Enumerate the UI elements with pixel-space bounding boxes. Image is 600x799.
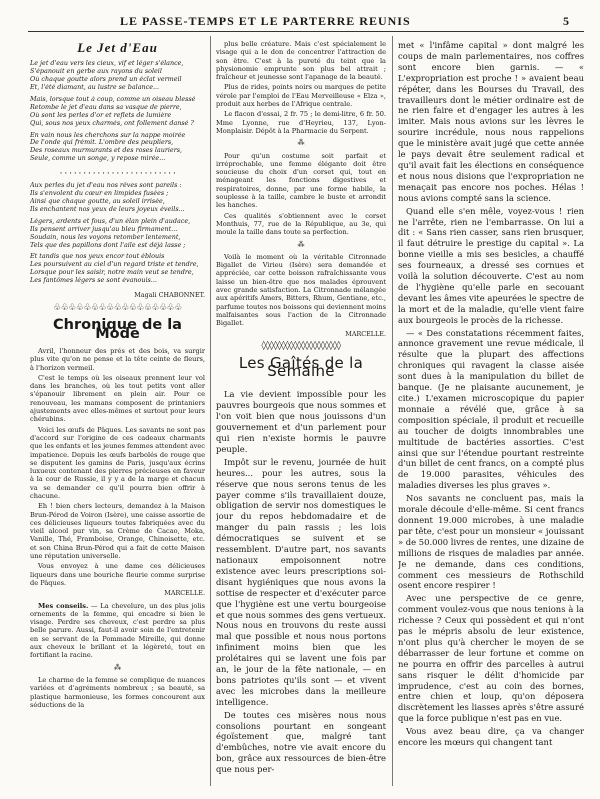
- poem-line: Seule, comme un songe, y repose mirée...: [30, 155, 166, 163]
- poem-line: Les poursuivent au ciel d'un regard triste et tendre,: [30, 261, 199, 269]
- paragraph: met « l'infâme capital » dont malgré les coups de main parlementaires, nos coffres sont encore bien garnis. — « L'expropriation est proche ! » avaient beau répéter, dans les Bourses du Travail, des travailleurs dont le métier ordinaire est de ne rien faire et d'engager les autres à les imiter. Mais nous avions sur les lèvres le sourire incrédule, nous nous rappelions que le ministère avait jugé que cette année le pays devait être seulement radical et qu'il avait fait les élections en conséquence et nous nous disions que l'expropriation ne menaçait pas encore nos poches. Hélas ! nous avions compté sans la science.: [398, 40, 584, 203]
- signature: MARCELLE.: [345, 329, 386, 338]
- conseils-paragraph: Mes conseils. — La chevelure, un des plus jolis ornements de la femme, qui encadre si bien le visage. Perdre ses cheveux, c'est perdre sa plus belle parure. Aussi, faut-il avoir soin de l'entretenir en se servant de la Pommade Mireille, qui donne aux cheveux le brillant et la légèreté, tout en fortifiant la racine.: [30, 601, 205, 660]
- paragraph: Impôt sur le revenu, journée de huit heures... pour les autres, sous la réserve que nous serons tenus de les payer comme s'ils travaillaient douze, obligation de servir nos domestiques le jour du repos hebdomadaire et de manger du pain rassis ; les lois démocratiques se suivent et se ressemblent. D'autre part, nos savants nationaux empoisonnent notre existence avec leurs prescriptions soi-disant hygiéniques que nous avons la sottise de respecter et d'exécuter parce que l'hygiène est une vertu bourgeoise et que nous sommes des gens vertueux. Nous nous en trouvons du reste aussi mal que possible et nous nous portons infiniment moins bien que les prolétaires qui se lavent une fois par an, le jour de la fête nationale, — en bons patriotes qu'ils sont — et vivent avec les microbes dans la meilleure intelligence.: [216, 456, 386, 707]
- paragraph: plus belle créature. Mais c'est spécialement le visage qui a le don de concentrer l'attraction de son être. C'est à la pureté du teint que la physionomie emprunte son plus bel attrait ; fraîcheur et jeunesse sont l'apanage de la beauté.: [216, 40, 386, 82]
- separator-stars: ⁂: [297, 139, 305, 148]
- poem-line: Ils pensent arriver jusqu'au bleu firmament...: [30, 225, 178, 233]
- paragraph: Plus de rides, points noirs ou marques de petite vérole par l'emploi de l'Eau Merveilleuse « Elza », produit aux herbes de l'Afrique centrale.: [216, 83, 386, 109]
- poem-line: Et tandis que nos yeux encor tout éblouis: [30, 253, 165, 261]
- paragraph: Avec une perspective de ce genre, comment voulez-vous que nous tenions à la richesse ? Ceux qui possèdent et qui n'ont pas le mépris absolu de leur existence, n'ont plus qu'à chercher le moyen de se débarrasser de leur fortune et comme on ne pourra en offrir des parcelles à autrui sans risquer le délit d'homicide par imprudence, c'est au coin des bornes, entre chien et loup, qu'on déposera discrètement les liasses après s'être assuré que la force publique n'est pas en vue.: [398, 593, 584, 724]
- poem-line: Légers, ardents et fous, d'un élan plein d'audace,: [30, 217, 191, 225]
- paragraph: De toutes ces misères nous nous consolions pourtant en songeant égoïstement que, malgré tant d'embûches, notre vie avait encore du bon, grâce aux ressources de bien-être que nous per-: [216, 709, 386, 775]
- column-divider: [392, 36, 393, 786]
- poem-line: Le jet d'eau vers les cieux, vif et léger s'élance,: [30, 60, 184, 68]
- separator-stars: ⁂: [297, 240, 305, 249]
- page-number: 5: [563, 14, 569, 28]
- paragraph: Vous avez beau dire, ça va changer encore les mœurs qui changent tant: [398, 726, 584, 748]
- column-divider: [210, 36, 211, 786]
- poem-line: Ils enchantent nos yeux de leurs joyeux éveils...: [30, 205, 185, 213]
- paragraph: Vous envoyez à une dame ces délicieuses liqueurs dans une bouriche fleurie comme surprise de Pâques.: [30, 562, 205, 587]
- poem-line: Retombe le jet d'eau dans sa vasque de pierre,: [30, 103, 182, 111]
- ornament-divider: ♧♧♧♧♧♧♧♧♧♧♧♧♧♧♧♧♧: [53, 303, 182, 314]
- poem-stanza: [30, 60, 205, 163]
- charme-paragraph: Le charme de la femme se complique de nuances variées et d'agréments nombreux ; sa beauté, sa plastique harmonieuse, les formes concourent aux séductions de la: [30, 675, 205, 709]
- paragraph: — « Des constatations récemment faites, annonce gravement une revue médicale, il résulte que la plupart des affections chroniques qui ravagent la classe aisée sont dues à la manipulation du billet de banque. (Je ne plaisante aucunement, je cite.) L'examen microscopique du papier monnaie a révélé que, grâce à sa composition spéciale, il produit et recueille au toucher de doigts innombrables une multitude de bactéries assorties. C'est ainsi que sur l'étendue pourtant restreinte d'un billet de cent francs, on a compté plus de 19.000 parasites, véhicules des maladies diverses les plus graves ».: [398, 327, 584, 491]
- ornament-divider: ◊◊◊◊◊◊◊◊◊◊◊◊◊◊◊◊◊◊◊◊: [261, 340, 341, 351]
- chronique-body: [30, 347, 205, 587]
- column-3: [398, 40, 584, 790]
- paragraph: C'est le temps où les oiseaux prennent leur vol dans les branches, où les tout petits vont aller s'épanouir librement en plein air. Pour ce renouveau, les mamans composent de printaniers ajustements avec elles-mêmes et surtout pour leurs chérubins.: [30, 373, 205, 424]
- poem-stanza: [30, 182, 205, 285]
- ornament-divider: · · · · · · · · · · · · · · · · · · · · · · · · ·: [59, 169, 176, 180]
- poem-line: En vain nous les cherchons sur la nappe moirée: [30, 131, 186, 139]
- paragraph: Voilà le moment où la véritable Citronnade Bigallet de Virieu (Isère) sera demandée et appréciée, car cette boisson rafraîchissante vous laisse un bien-être que nos malades éprouvent avec grande satisfaction. La Citronnade mélangée aux apéritifs Amers, Bitters, Rhum, Gentiane, etc., parfume toutes nos boissons qui deviennent moins malfaisantes sous l'action de la Citronnade Bigallet.: [216, 252, 386, 328]
- poem-line: Où sont les perles d'or et reflets de lumière: [30, 111, 172, 119]
- poem-line: Des roseaux murmurants et des roses lauriers,: [30, 147, 183, 155]
- journal-title: LE PASSE-TEMPS ET LE PARTERRE REUNIS: [120, 14, 411, 28]
- paragraph: Pour qu'un costume soit parfait et irréprochable, une femme élégante doit être soucieuse du choix d'un corset qui, tout en ménageant les fonctions digestives et respiratoires, donne, par une forme habile, la souplesse à la taille, cambre le buste et arrondit les hanches.: [216, 151, 386, 210]
- poem-line: Ils s'envolent du cœur en limpides fusées ;: [30, 190, 169, 198]
- poem-line: Qui, sous nos yeux charmés, ont follement dansé ?: [30, 119, 194, 127]
- paragraph: Avril, l'honneur des prés et des bois, va surgir plus vite qu'on ne pense et la tête ceinte de fleurs, à l'horizon vermeil.: [30, 346, 205, 372]
- poem-line: Les fantômes légers se sont évanouis...: [30, 277, 157, 285]
- poem-signature: Magali CHABONNET.: [134, 291, 205, 300]
- poem-line: De l'onde qui frémit. L'ombre des peupliers,: [30, 139, 174, 147]
- gaites-title: Les Gaîtés de la Semaine: [238, 353, 364, 381]
- paragraph: Quand elle s'en mêle, voyez-vous ! rien ne l'arrête, rien ne l'embarrasse. On lui a dit : « Sans rien casser, sans rien brusquer, il faut détruire le prestige du capital ». La bonne vieille a mis ses besicles, a chauffé ses fourneaux, a dressé ses cornues et voilà la solution découverte. C'est au nom de l'hygiène qu'elle parle en secouant devant les âmes vite apeurées le spectre de la mort et de la maladie, qu'elle vient faire aux bourgeois le procès de la richesse.: [398, 205, 584, 325]
- paragraph: La vie devient impossible pour les pauvres bourgeois que nous sommes et l'on voit bien que nous jouissons d'un gouvernement et d'un parlement pour qui rien n'existe hormis le pauvre peuple.: [216, 389, 386, 454]
- poem-line: Et, l'été diamant, au lustre se balance...: [30, 84, 160, 92]
- poem-title: Le Jet d'Eau: [77, 40, 158, 55]
- header-rule: [28, 31, 584, 32]
- paragraph: Nos savants ne concluent pas, mais la morale découle d'elle-même. Si cent francs donnent 19.000 microbes, à une maladie par tête, c'est pour un monsieur « jouissant » de 50.000 livres de rentes, une dizaine de millions de risques de maladies par année. Je ne demande, dans ces conditions, comment ces messieurs de Rothschild osent encore respirer !: [398, 493, 584, 591]
- poem-line: Soudain, nous les voyons retomber lentement,: [30, 233, 181, 241]
- paragraph: Le flacon d'essai, 2 fr. 75 ; le demi-litre, 6 fr. 50. Mme Lyonne, rue d'Heyrieu, 137, Lyon-Monplaisir. Dépôt à la Pharmacie du Serpent.: [216, 110, 386, 135]
- chronique-signature: MARCELLE.: [164, 589, 205, 598]
- column-2: [216, 40, 386, 790]
- poem-line: Lorsque pour les saisir, notre main veut se tendre,: [30, 269, 194, 277]
- paragraph: Ces qualités s'obtiennent avec le corset Monthuis, 77, rue de la République, au 3e, qui moule la taille dans toute sa perfection.: [216, 211, 386, 237]
- poem-line: Où chaque goutte alors prend un éclat vermeil: [30, 76, 182, 84]
- chronique-title: Chronique de la Mode: [53, 317, 182, 342]
- paragraph: Voici les œufs de Pâques. Les savants ne sont pas d'accord sur l'origine de ces cadeaux charmants que les enfants et les jeunes femmes attendent avec impatience. Depuis les œufs barbolés de rouge que se disputent les gamins de Paris, jusqu'aux écrins luxueux contenant des pierres précieuses en faveur à la cour de Russie, il y y a de la marge et chacun va se demander ce qu'il pourra bien offrir à chacune.: [30, 425, 205, 500]
- poem-line: Mais, lorsque tout à coup, comme un oiseau blessé: [30, 95, 196, 103]
- paragraph: Eh ! bien chers lecteurs, demandez à la Maison Brun-Pérod de Voiron (Isère), une caisse assortie de ces délicieuses liqueurs toutes fabriquées avec du vieil alcool pur vin, sa Crème de Cacao, Moka, Vanille, Thé, Framboise, Orange, Chinoisette, etc. et son China Brun-Pérod qui a fait de cette Maison une réputation universelle.: [30, 502, 205, 561]
- poem-line: Aux perles du jet d'eau nos rêves sont pareils :: [30, 182, 182, 190]
- column-1: [30, 40, 205, 790]
- poem-line: S'épanouit en gerbe aux rayons du soleil: [30, 68, 162, 76]
- poem-line: Ainsi que chaque goutte, au soleil irrisée,: [30, 197, 165, 205]
- poem-line: Tels que des papillons dont l'aile est déjà lasse ;: [30, 241, 186, 249]
- page-header: [0, 0, 600, 32]
- separator-stars: ⁂: [114, 663, 121, 672]
